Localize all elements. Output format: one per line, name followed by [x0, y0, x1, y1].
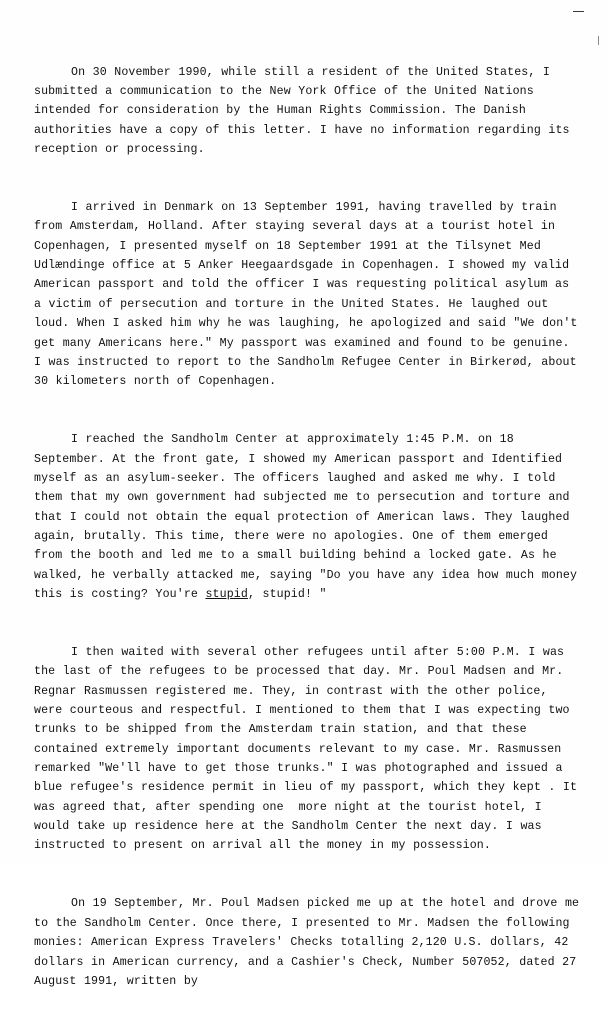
margin-tick-mark — [573, 11, 584, 12]
right-edge-mark — [598, 36, 599, 45]
paragraph-3 — [34, 430, 585, 604]
document-body — [34, 24, 587, 1030]
paragraph-3-text: I reached the Sandholm Center at approximately 1:45 P.M. on 18 September. At the front gate, I showed my American passport and Identified myself as an asylum-seeker. The officers laughed and asked me why. I told them that my own government had subjected me to persecution and torture and that I could not obtain the equal protection of American laws. They laughed again, brutally. This time, there were no apologies. One of them emerged from the booth and led me to a small building behind a locked gate. As he walked, he verbally attacked me, saying "Do you have any idea how much money this is costing? You're stupid, stupid! " — [34, 433, 585, 601]
paragraph-5: On 19 September, Mr. Poul Madsen picked me up at the hotel and drove me to the Sandholm Center. Once there, I presented to Mr. Madsen the following monies: American Express Travelers' Checks totalling 2,120 U.S. dollars, 42 dollars in American currency, and a Cashier's Check, Number 507052, dated 27 August 1991, written by — [34, 897, 587, 988]
paragraph-2: I arrived in Denmark on 13 September 1991, having travelled by train from Amsterdam, Holland. After staying several days at a tourist hotel in Copenhagen, I presented myself on 18 September 1991 at the Tilsynet Med Udlændinge office at 5 Anker Heegaardsgade in Copenhagen. I showed my valid American passport and told the officer I was requesting political asylum as a victim of persecution and torture in the United States. He laughed out loud. When I asked him why he was laughing, he apologized and said "We don't get many Americans here." My passport was examined and found to be genuine. I was instructed to report to the Sandholm Refugee Center in Birkerød, about 30 kilometers north of Copenhagen. — [34, 201, 585, 389]
paragraph-1: On 30 November 1990, while still a resident of the United States, I submitted a communication to the New York Office of the United Nations intended for consideration by the Human Rights Commission. The Danish authorities have a copy of this letter. I have no information regarding its reception or processing. — [34, 65, 578, 157]
paragraph-4: I then waited with several other refugees until after 5:00 P.M. I was the last of the refugees to be processed that day. Mr. Poul Madsen and Mr. Regnar Rasmussen registered me. They, in contrast with the other police, were courteous and respectful. I mentioned to them that I was expecting two trunks to be shipped from the Amsterdam train station, and that these contained extremely important documents relevant to my case. Mr. Rasmussen remarked "We'll have to get those trunks." I was photographed and issued a blue refugee's residence permit in lieu of my passport, which they kept . It was agreed that, after spending one more night at the tourist hotel, I would take up residence here at the Sandholm Center the next day. I was instructed to present on arrival all the money in my possession. — [34, 646, 585, 853]
